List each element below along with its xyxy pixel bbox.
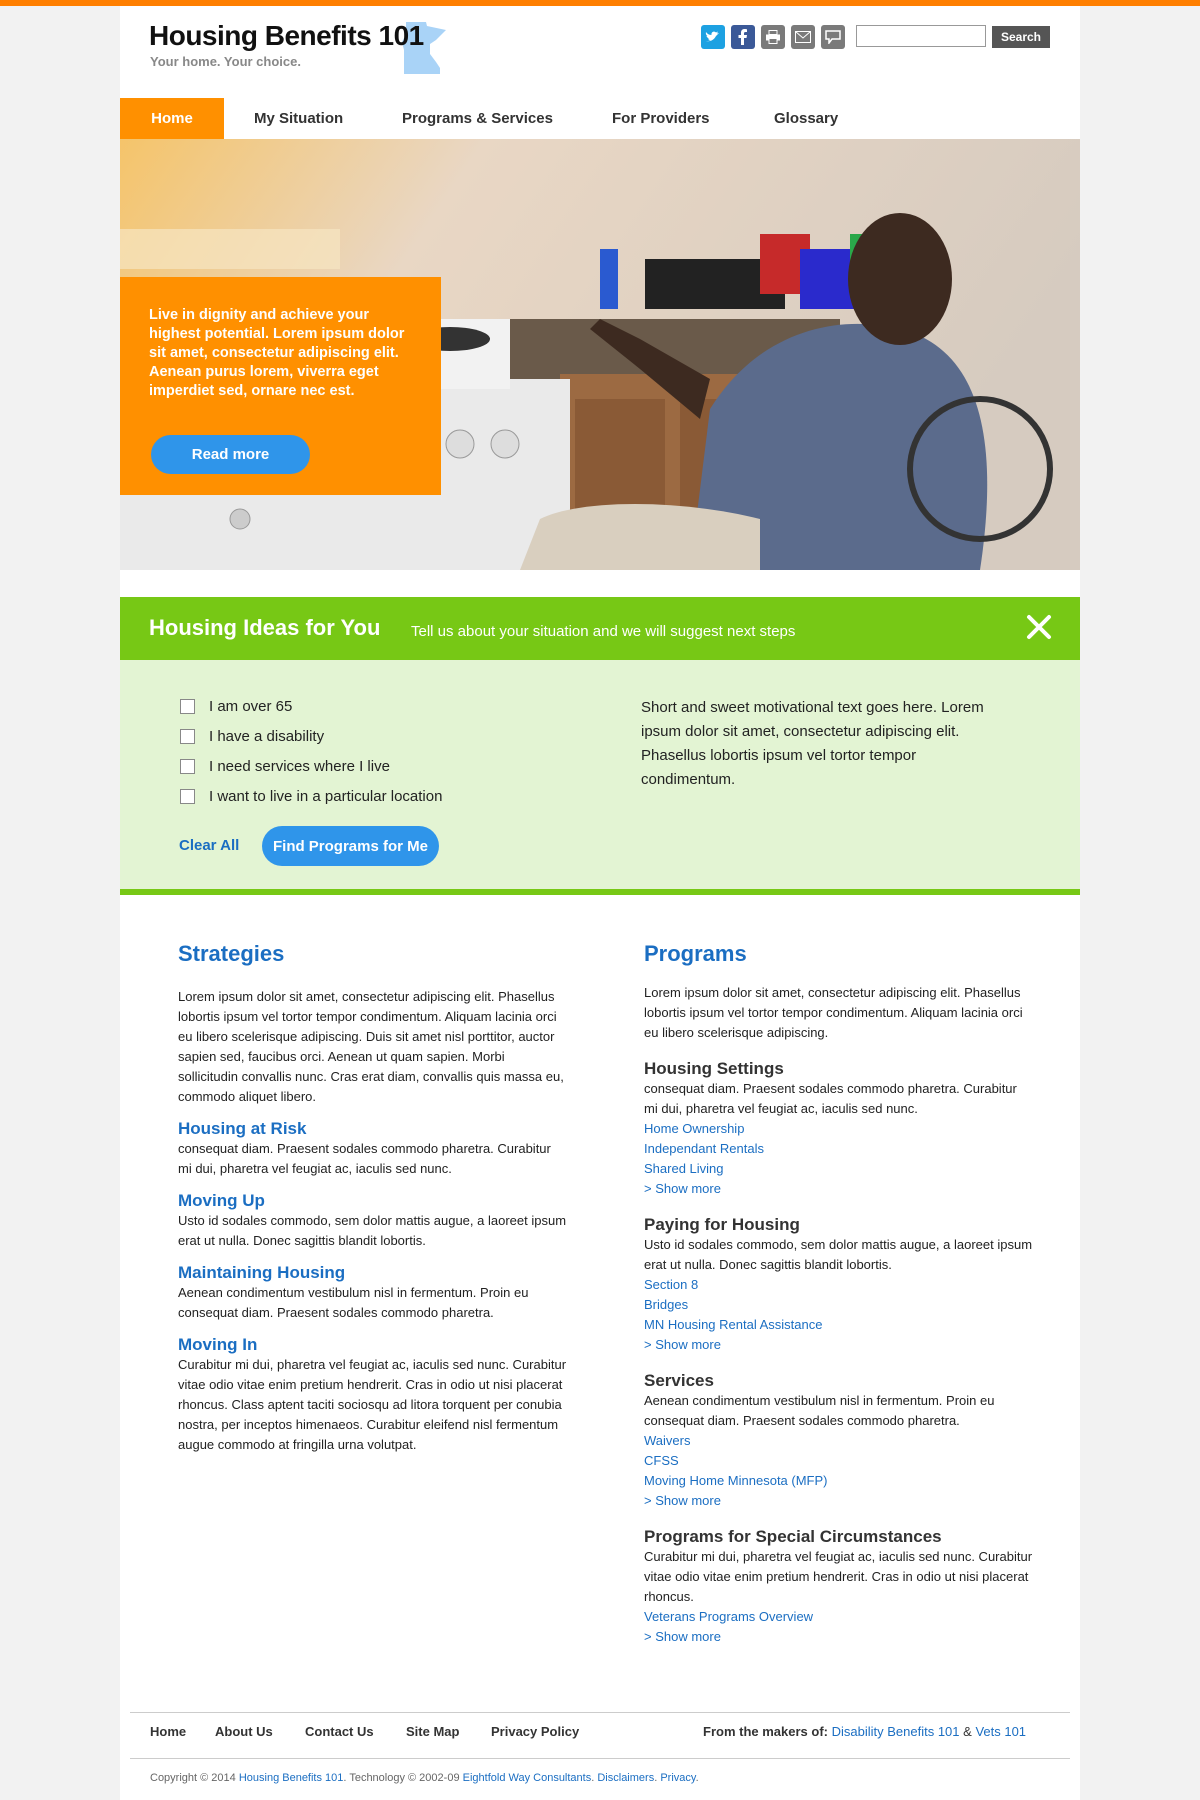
page-container — [120, 6, 1080, 1800]
check-location[interactable] — [180, 784, 442, 808]
check-label: I am over 65 — [209, 697, 293, 715]
close-icon[interactable] — [1025, 613, 1053, 641]
check-label: I have a disability — [209, 727, 325, 745]
check-label: I want to live in a particular location — [209, 787, 443, 805]
nav-programs-services[interactable]: Programs & Services — [402, 110, 553, 127]
footer-contact-link[interactable]: Contact Us — [305, 1724, 374, 1739]
strategy-heading[interactable]: Housing at Risk — [178, 1119, 307, 1138]
strategy-text: Curabitur mi dui, pharetra vel feugiat ac, iaculis sed nunc. Curabitur vitae odio vitae enim pretium hendrerit. Cras in odio ut nisi placerat rhoncus. Class aptent taciti sociosqu ad litora torquent per conubia nostra, per inceptos himenaeos. Curabitur eleifend nisl fermentum augue commodo at fringilla urna volutpat. — [178, 1357, 567, 1452]
search-button[interactable]: Search — [992, 26, 1050, 48]
strategy-heading[interactable]: Moving In — [178, 1335, 258, 1354]
program-heading: Paying for Housing — [644, 1215, 800, 1234]
program-heading: Housing Settings — [644, 1059, 784, 1078]
show-more-link[interactable]: > Show more — [644, 1337, 721, 1352]
email-icon[interactable] — [791, 25, 815, 49]
show-more-link[interactable]: > Show more — [644, 1629, 721, 1644]
housing-ideas-title: Housing Ideas for You — [149, 615, 381, 640]
makers-amp: & — [963, 1724, 972, 1739]
copyright: Copyright © 2014 Housing Benefits 101. Technology © 2002-09 Eightfold Way Consultants. Disclaimers. Privacy. — [150, 1772, 699, 1784]
facebook-icon[interactable] — [731, 25, 755, 49]
strategy-text: Usto id sodales commodo, sem dolor mattis augue, a laoreet ipsum erat ut nulla. Donec sagittis blandit lobortis. — [178, 1213, 567, 1248]
program-link[interactable]: Home Ownership — [644, 1121, 745, 1136]
checkbox[interactable] — [180, 759, 195, 774]
footer-privacy-link[interactable]: Privacy Policy — [491, 1724, 580, 1739]
hero-banner — [120, 139, 1080, 570]
check-services[interactable] — [180, 754, 390, 778]
program-text: Aenean condimentum vestibulum nisl in fermentum. Proin eu consequat diam. Praesent sodales commodo pharetra. — [644, 1393, 995, 1428]
program-heading: Programs for Special Circumstances — [644, 1527, 942, 1546]
program-link[interactable]: Independant Rentals — [644, 1141, 764, 1156]
nav-home[interactable]: Home — [120, 98, 224, 140]
program-text: Usto id sodales commodo, sem dolor mattis augue, a laoreet ipsum erat ut nulla. Donec sagittis blandit lobortis. — [644, 1237, 1033, 1272]
copyright-site-link[interactable]: Housing Benefits 101 — [238, 1772, 344, 1784]
check-disability[interactable] — [180, 724, 324, 748]
motivational-text: Short and sweet motivational text goes here. Lorem ipsum dolor sit amet, consectetur adipiscing elit. Phasellus lobortis ipsum vel tortor tempor condimentum. — [641, 699, 984, 788]
nav-glossary[interactable]: Glossary — [774, 110, 839, 127]
housing-ideas-panel — [120, 660, 1080, 895]
privacy-link[interactable]: Privacy — [660, 1772, 696, 1784]
programs-intro: Lorem ipsum dolor sit amet, consectetur adipiscing elit. Phasellus lobortis ipsum vel tortor tempor condimentum. Aliquam lacinia orci eu libero scelerisque adipiscing. — [644, 985, 1023, 1040]
main-nav — [120, 98, 1080, 140]
program-link[interactable]: Moving Home Minnesota (MFP) — [644, 1473, 828, 1488]
vets-link[interactable]: Vets 101 — [975, 1724, 1027, 1739]
program-link[interactable]: Shared Living — [644, 1161, 724, 1176]
footer-home-link[interactable]: Home — [150, 1724, 187, 1739]
footer-sitemap-link[interactable]: Site Map — [406, 1724, 460, 1739]
program-link[interactable]: CFSS — [644, 1453, 679, 1468]
strategy-text: Aenean condimentum vestibulum nisl in fermentum. Proin eu consequat diam. Praesent sodales commodo pharetra. — [178, 1285, 529, 1320]
site-title[interactable]: Housing Benefits 101 — [149, 20, 424, 51]
check-label: I need services where I live — [209, 757, 390, 775]
read-more-button[interactable]: Read more — [151, 435, 310, 474]
twitter-icon[interactable] — [701, 25, 725, 49]
print-icon[interactable] — [761, 25, 785, 49]
hero-callout — [120, 277, 441, 495]
checkbox[interactable] — [180, 789, 195, 804]
makers-label: From the makers of: — [703, 1724, 828, 1739]
check-over-65[interactable] — [180, 694, 292, 718]
programs-column — [644, 941, 1034, 1647]
eightfold-link[interactable]: Eightfold Way Consultants — [462, 1772, 592, 1784]
nav-for-providers[interactable]: For Providers — [612, 110, 710, 127]
clear-all-link[interactable]: Clear All — [179, 837, 240, 854]
site-tagline: Your home. Your choice. — [150, 54, 301, 69]
checkbox[interactable] — [180, 699, 195, 714]
footer-makers — [703, 1724, 1026, 1739]
program-link[interactable]: MN Housing Rental Assistance — [644, 1317, 823, 1332]
checkbox[interactable] — [180, 729, 195, 744]
copyright-prefix: Copyright © 2014 — [150, 1772, 236, 1784]
disability-benefits-link[interactable]: Disability Benefits 101 — [831, 1724, 960, 1739]
program-link[interactable]: Veterans Programs Overview — [644, 1609, 814, 1624]
strategy-text: consequat diam. Praesent sodales commodo pharetra. Curabitur mi dui, pharetra vel feugiat ac, iaculis sed nunc. — [178, 1141, 551, 1176]
program-link[interactable]: Waivers — [644, 1433, 691, 1448]
footer-about-link[interactable]: About Us — [215, 1724, 273, 1739]
show-more-link[interactable]: > Show more — [644, 1181, 721, 1196]
footer-divider — [130, 1712, 1070, 1713]
disclaimers-link[interactable]: Disclaimers — [597, 1772, 655, 1784]
footer-divider — [130, 1758, 1070, 1759]
strategy-heading[interactable]: Maintaining Housing — [178, 1263, 346, 1282]
program-text: consequat diam. Praesent sodales commodo pharetra. Curabitur mi dui, pharetra vel feugiat ac, iaculis sed nunc. — [644, 1081, 1017, 1116]
program-link[interactable]: Bridges — [644, 1297, 689, 1312]
programs-title: Programs — [644, 941, 747, 966]
social-toolbar — [701, 25, 845, 49]
program-text: Curabitur mi dui, pharetra vel feugiat ac, iaculis sed nunc. Curabitur vitae odio vitae enim pretium hendrerit. Cras in odio ut nisi placerat rhoncus. — [644, 1549, 1033, 1604]
copyright-mid: . Technology © 2002-09 — [343, 1772, 460, 1784]
strategies-intro: Lorem ipsum dolor sit amet, consectetur adipiscing elit. Phasellus lobortis ipsum vel tortor tempor condimentum. Aliquam lacinia orci eu libero scelerisque adipiscing. Duis sit amet nisl porttitor, auctor sapien sed, faucibus orci. Aenean ut quam sapien. Morbi sollicitudin convallis nunc. Cras erat diam, convallis quis massa eu, commodo aliquet libero. — [178, 989, 564, 1104]
find-programs-button[interactable]: Find Programs for Me — [262, 826, 439, 866]
housing-ideas-header — [120, 597, 1080, 660]
nav-my-situation[interactable]: My Situation — [254, 110, 344, 127]
housing-ideas-subtitle: Tell us about your situation and we will suggest next steps — [411, 623, 796, 640]
program-link[interactable]: Section 8 — [644, 1277, 699, 1292]
program-heading: Services — [644, 1371, 714, 1390]
hero-text: Live in dignity and achieve your highest potential. Lorem ipsum dolor sit amet, consectetur adipiscing elit. Aenean purus lorem, viverra eget imperdiet sed, ornare nec est. — [149, 307, 405, 399]
strategy-heading[interactable]: Moving Up — [178, 1191, 265, 1210]
comment-icon[interactable] — [821, 25, 845, 49]
search-input[interactable] — [856, 25, 986, 47]
show-more-link[interactable]: > Show more — [644, 1493, 721, 1508]
strategies-column — [178, 941, 568, 1455]
strategies-title: Strategies — [178, 941, 285, 966]
